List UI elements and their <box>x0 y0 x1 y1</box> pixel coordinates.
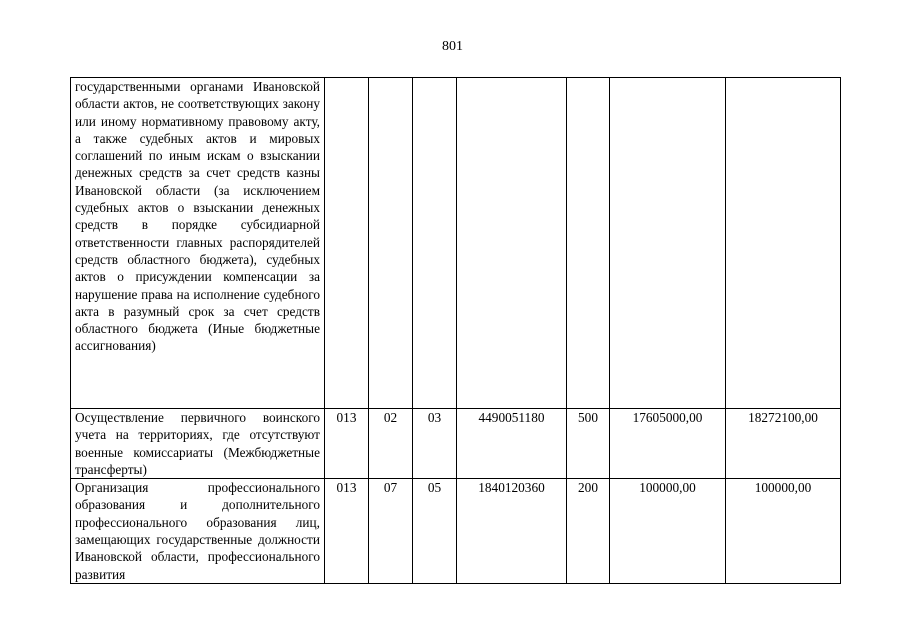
expense-type-cell: 500 <box>567 409 610 479</box>
table-row <box>71 78 841 409</box>
row-name-cell: Осуществление первичного воинского учета на территориях, где отсутствуют военные комиссариаты (Межбюджетные трансферты) <box>71 409 325 479</box>
sum-year1-cell <box>610 78 726 409</box>
target-code-cell: 4490051180 <box>457 409 567 479</box>
subsection-code-cell <box>413 78 457 409</box>
ministry-code-cell: 013 <box>325 479 369 584</box>
section-code-cell <box>369 78 413 409</box>
subsection-code-cell: 03 <box>413 409 457 479</box>
row-name-cell: Организация профессионального образования и дополнительного профессионального образования лиц, замещающих государственные должности Ивановской области, профессионального развития <box>71 479 325 584</box>
target-code-cell: 1840120360 <box>457 479 567 584</box>
table-row <box>71 479 841 584</box>
ministry-code-cell <box>325 78 369 409</box>
sum-year2-cell <box>726 78 841 409</box>
section-code-cell: 02 <box>369 409 413 479</box>
sum-year1-cell: 100000,00 <box>610 479 726 584</box>
sum-year2-cell: 18272100,00 <box>726 409 841 479</box>
target-code-cell <box>457 78 567 409</box>
expense-type-cell: 200 <box>567 479 610 584</box>
section-code-cell: 07 <box>369 479 413 584</box>
sum-year2-cell: 100000,00 <box>726 479 841 584</box>
row-name-cell: государственными органами Ивановской области актов, не соответствующих закону или иному нормативному правовому акту, а также судебных актов и мировых соглашений по иным искам о взыскании денежных средств за счет средств казны Ивановской области (за исключением судебных актов о взыскании денежных средств в порядке субсидиарной ответственности главных распорядителей средств областного бюджета), судебных актов о присуждении компенсации за нарушение права на исполнение судебного акта в разумный срок за счет средств областного бюджета (Иные бюджетные ассигнования) <box>71 78 325 409</box>
subsection-code-cell: 05 <box>413 479 457 584</box>
ministry-code-cell: 013 <box>325 409 369 479</box>
page-number: 801 <box>442 39 463 54</box>
table-row <box>71 409 841 479</box>
budget-table <box>70 77 841 584</box>
sum-year1-cell: 17605000,00 <box>610 409 726 479</box>
expense-type-cell <box>567 78 610 409</box>
